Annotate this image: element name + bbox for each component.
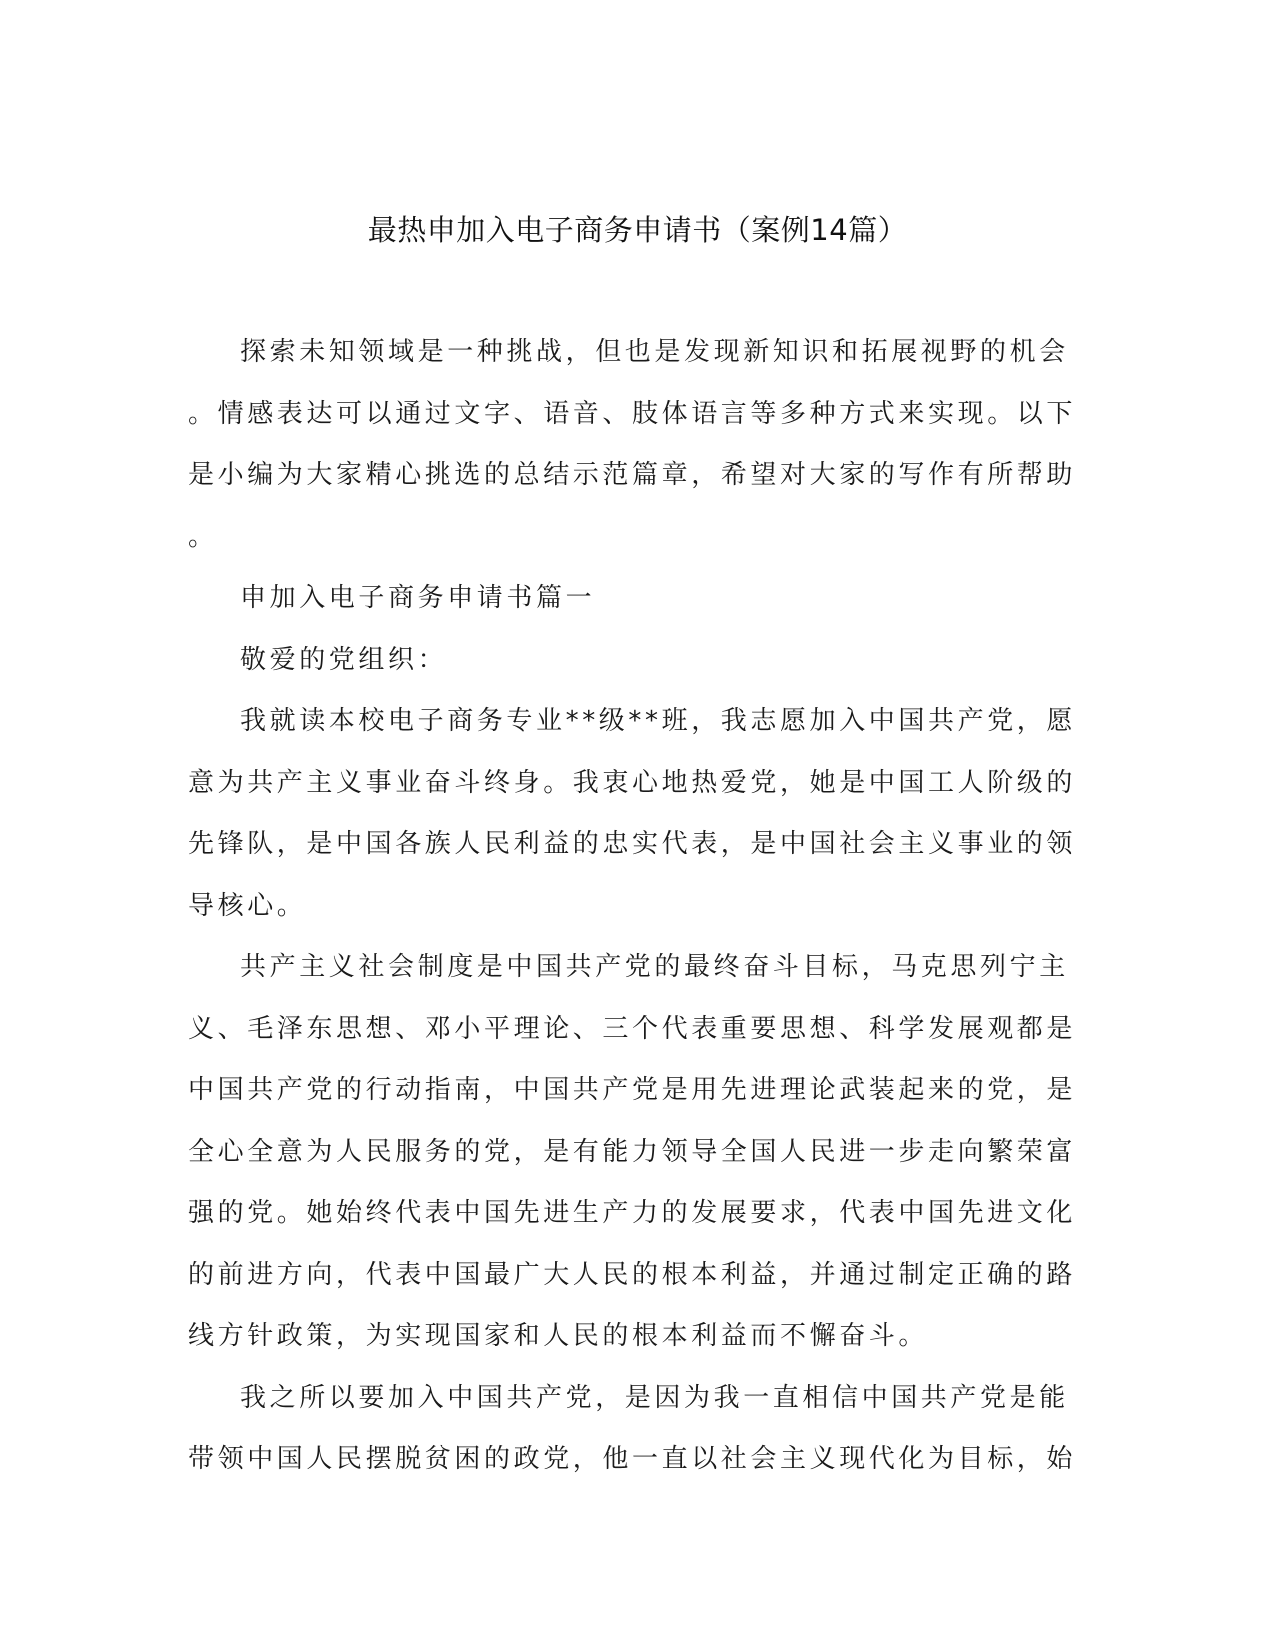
paragraph-line: 共产主义社会制度是中国共产党的最终奋斗目标，马克思列宁主 (240, 952, 1069, 982)
paragraph-line: 我就读本校电子商务专业**级**班，我志愿加入中国共产党，愿 (240, 706, 1077, 736)
intro-line: 探索未知领域是一种挑战，但也是发现新知识和拓展视野的机会 (240, 337, 1069, 367)
paragraph-line: 的前进方向，代表中国最广大人民的根本利益，并通过制定正确的路 (188, 1259, 1077, 1290)
paragraph-line: 我之所以要加入中国共产党，是因为我一直相信中国共产党是能 (240, 1382, 1069, 1413)
paragraph-line: 强的党。她始终代表中国先进生产力的发展要求，代表中国先进文化 (188, 1198, 1077, 1228)
paragraph-line: 中国共产党的行动指南，中国共产党是用先进理论武装起来的党，是 (188, 1075, 1077, 1105)
paragraph-line: 全心全意为人民服务的党，是有能力领导全国人民进一步走向繁荣富 (188, 1136, 1077, 1167)
paragraph-line: 带领中国人民摆脱贫困的政党，他一直以社会主义现代化为目标，始 (188, 1444, 1077, 1474)
body-paragraph (188, 937, 1076, 1368)
salutation: 敬爱的党组织： (240, 644, 448, 675)
document-title: 最热申加入电子商务申请书（案例14篇） (367, 213, 908, 247)
body-paragraph (188, 1368, 1076, 1491)
body-paragraph (188, 691, 1076, 937)
intro-line: 。情感表达可以通过文字、语音、肢体语言等多种方式来实现。以下 (188, 398, 1077, 429)
paragraph-line: 先锋队，是中国各族人民利益的忠实代表，是中国社会主义事业的领 (188, 829, 1077, 859)
paragraph-line: 线方针政策，为实现国家和人民的根本利益而不懈奋斗。 (188, 1321, 929, 1351)
paragraph-line: 导核心。 (188, 890, 307, 921)
intro-paragraph (188, 322, 1076, 568)
intro-line: 。 (188, 521, 218, 552)
document-body (188, 322, 1076, 1491)
section-heading: 申加入电子商务申请书篇一 (240, 583, 596, 613)
intro-line: 是小编为大家精心挑选的总结示范篇章，希望对大家的写作有所帮助 (188, 460, 1077, 490)
paragraph-line: 意为共产主义事业奋斗终身。我衷心地热爱党，她是中国工人阶级的 (188, 767, 1077, 798)
paragraph-line: 义、毛泽东思想、邓小平理论、三个代表重要思想、科学发展观都是 (188, 1013, 1077, 1044)
